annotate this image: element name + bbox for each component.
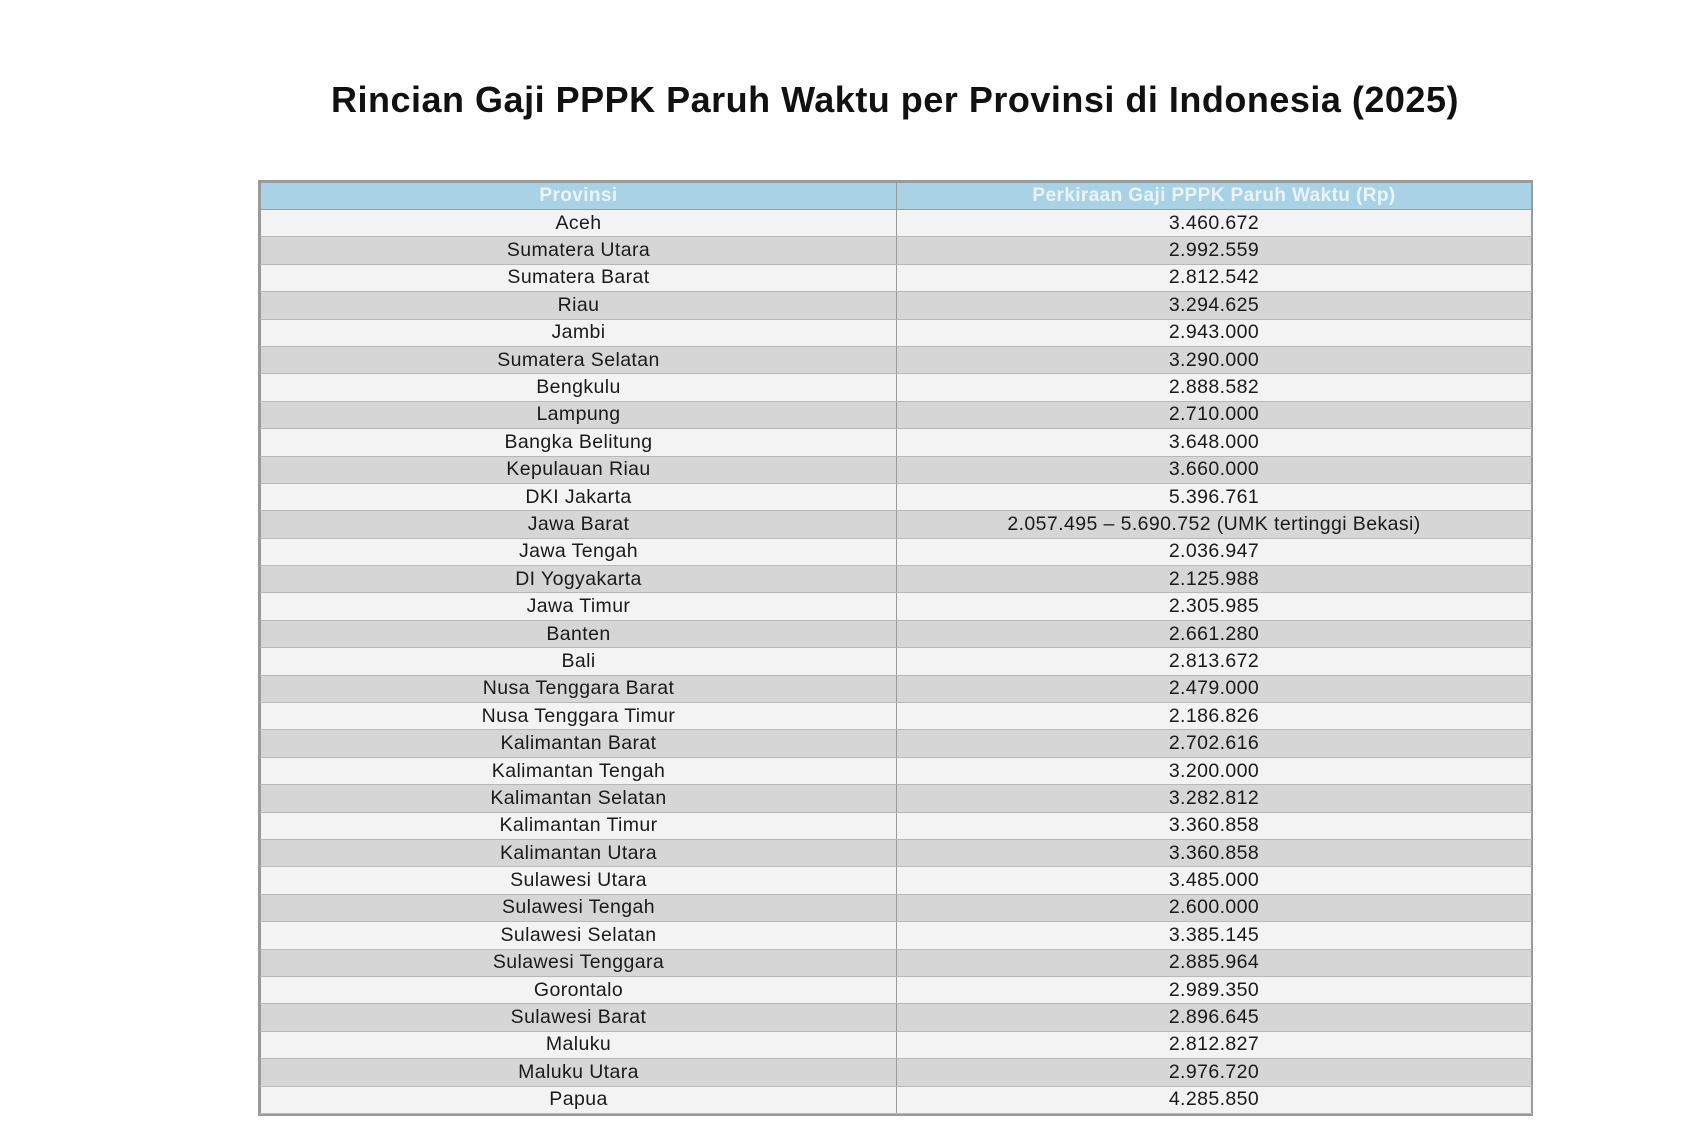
province-cell: Kepulauan Riau bbox=[261, 456, 897, 483]
province-cell: Kalimantan Tengah bbox=[261, 757, 897, 784]
table-body bbox=[261, 210, 1532, 1114]
province-cell: Jawa Barat bbox=[261, 511, 897, 538]
table-row bbox=[261, 319, 1532, 346]
salary-cell: 2.600.000 bbox=[897, 894, 1532, 921]
salary-cell: 3.294.625 bbox=[897, 292, 1532, 319]
province-cell: Jambi bbox=[261, 319, 897, 346]
table-row bbox=[261, 675, 1532, 702]
table-row bbox=[261, 429, 1532, 456]
province-cell: Sumatera Barat bbox=[261, 264, 897, 291]
salary-cell: 2.702.616 bbox=[897, 730, 1532, 757]
table-row bbox=[261, 757, 1532, 784]
salary-cell: 3.360.858 bbox=[897, 812, 1532, 839]
province-cell: Riau bbox=[261, 292, 897, 319]
salary-cell: 2.989.350 bbox=[897, 976, 1532, 1003]
table-row bbox=[261, 374, 1532, 401]
table-row bbox=[261, 894, 1532, 921]
province-cell: Sulawesi Utara bbox=[261, 867, 897, 894]
table-row bbox=[261, 1004, 1532, 1031]
page-title: Rincian Gaji PPPK Paruh Waktu per Provinsi di Indonesia (2025) bbox=[331, 79, 1459, 120]
province-cell: Gorontalo bbox=[261, 976, 897, 1003]
table-row bbox=[261, 593, 1532, 620]
table-row bbox=[261, 922, 1532, 949]
salary-cell: 2.710.000 bbox=[897, 401, 1532, 428]
province-cell: Maluku bbox=[261, 1031, 897, 1058]
salary-cell: 2.186.826 bbox=[897, 703, 1532, 730]
province-cell: Sulawesi Tenggara bbox=[261, 949, 897, 976]
salary-cell: 3.460.672 bbox=[897, 210, 1532, 237]
table-row bbox=[261, 456, 1532, 483]
province-cell: Maluku Utara bbox=[261, 1059, 897, 1086]
table-row bbox=[261, 566, 1532, 593]
province-cell: Bali bbox=[261, 648, 897, 675]
table-row bbox=[261, 237, 1532, 264]
table-row bbox=[261, 538, 1532, 565]
salary-cell: 3.290.000 bbox=[897, 346, 1532, 373]
column-header-salary: Perkiraan Gaji PPPK Paruh Waktu (Rp) bbox=[897, 183, 1532, 210]
table-row bbox=[261, 812, 1532, 839]
salary-cell: 2.812.542 bbox=[897, 264, 1532, 291]
province-cell: Kalimantan Barat bbox=[261, 730, 897, 757]
salary-cell: 2.812.827 bbox=[897, 1031, 1532, 1058]
province-cell: DI Yogyakarta bbox=[261, 566, 897, 593]
salary-cell: 3.485.000 bbox=[897, 867, 1532, 894]
table-row bbox=[261, 483, 1532, 510]
salary-cell: 3.360.858 bbox=[897, 839, 1532, 866]
salary-cell: 2.896.645 bbox=[897, 1004, 1532, 1031]
salary-cell: 3.660.000 bbox=[897, 456, 1532, 483]
province-cell: Bengkulu bbox=[261, 374, 897, 401]
salary-cell: 2.885.964 bbox=[897, 949, 1532, 976]
province-cell: Nusa Tenggara Timur bbox=[261, 703, 897, 730]
province-cell: Sulawesi Selatan bbox=[261, 922, 897, 949]
province-cell: Jawa Tengah bbox=[261, 538, 897, 565]
province-cell: Sumatera Selatan bbox=[261, 346, 897, 373]
salary-table-container bbox=[258, 180, 1533, 1116]
salary-cell: 3.648.000 bbox=[897, 429, 1532, 456]
table-row bbox=[261, 511, 1532, 538]
province-cell: Kalimantan Selatan bbox=[261, 785, 897, 812]
salary-cell: 2.888.582 bbox=[897, 374, 1532, 401]
salary-cell: 5.396.761 bbox=[897, 483, 1532, 510]
table-row bbox=[261, 648, 1532, 675]
table-row bbox=[261, 292, 1532, 319]
salary-cell: 2.479.000 bbox=[897, 675, 1532, 702]
table-row bbox=[261, 867, 1532, 894]
salary-table bbox=[260, 182, 1532, 1114]
salary-cell: 2.036.947 bbox=[897, 538, 1532, 565]
table-row bbox=[261, 346, 1532, 373]
table-row bbox=[261, 1031, 1532, 1058]
salary-cell: 2.992.559 bbox=[897, 237, 1532, 264]
salary-cell: 2.976.720 bbox=[897, 1059, 1532, 1086]
salary-cell: 2.305.985 bbox=[897, 593, 1532, 620]
table-row bbox=[261, 839, 1532, 866]
salary-cell: 2.125.988 bbox=[897, 566, 1532, 593]
table-row bbox=[261, 703, 1532, 730]
province-cell: Lampung bbox=[261, 401, 897, 428]
table-row bbox=[261, 730, 1532, 757]
table-row bbox=[261, 949, 1532, 976]
province-cell: Papua bbox=[261, 1086, 897, 1113]
table-row bbox=[261, 620, 1532, 647]
province-cell: Sulawesi Barat bbox=[261, 1004, 897, 1031]
salary-cell: 4.285.850 bbox=[897, 1086, 1532, 1113]
province-cell: Aceh bbox=[261, 210, 897, 237]
table-header-row bbox=[261, 183, 1532, 210]
table-row bbox=[261, 1086, 1532, 1113]
province-cell: Sulawesi Tengah bbox=[261, 894, 897, 921]
salary-cell: 2.943.000 bbox=[897, 319, 1532, 346]
salary-cell: 2.661.280 bbox=[897, 620, 1532, 647]
column-header-province: Provinsi bbox=[261, 183, 897, 210]
table-row bbox=[261, 785, 1532, 812]
province-cell: Kalimantan Timur bbox=[261, 812, 897, 839]
province-cell: Kalimantan Utara bbox=[261, 839, 897, 866]
table-row bbox=[261, 976, 1532, 1003]
salary-cell: 3.282.812 bbox=[897, 785, 1532, 812]
province-cell: Nusa Tenggara Barat bbox=[261, 675, 897, 702]
salary-cell: 2.813.672 bbox=[897, 648, 1532, 675]
province-cell: Bangka Belitung bbox=[261, 429, 897, 456]
province-cell: Sumatera Utara bbox=[261, 237, 897, 264]
table-row bbox=[261, 210, 1532, 237]
table-row bbox=[261, 264, 1532, 291]
province-cell: DKI Jakarta bbox=[261, 483, 897, 510]
province-cell: Banten bbox=[261, 620, 897, 647]
table-row bbox=[261, 401, 1532, 428]
province-cell: Jawa Timur bbox=[261, 593, 897, 620]
table-row bbox=[261, 1059, 1532, 1086]
salary-cell: 3.200.000 bbox=[897, 757, 1532, 784]
salary-cell: 3.385.145 bbox=[897, 922, 1532, 949]
salary-cell: 2.057.495 – 5.690.752 (UMK tertinggi Bekasi) bbox=[897, 511, 1532, 538]
